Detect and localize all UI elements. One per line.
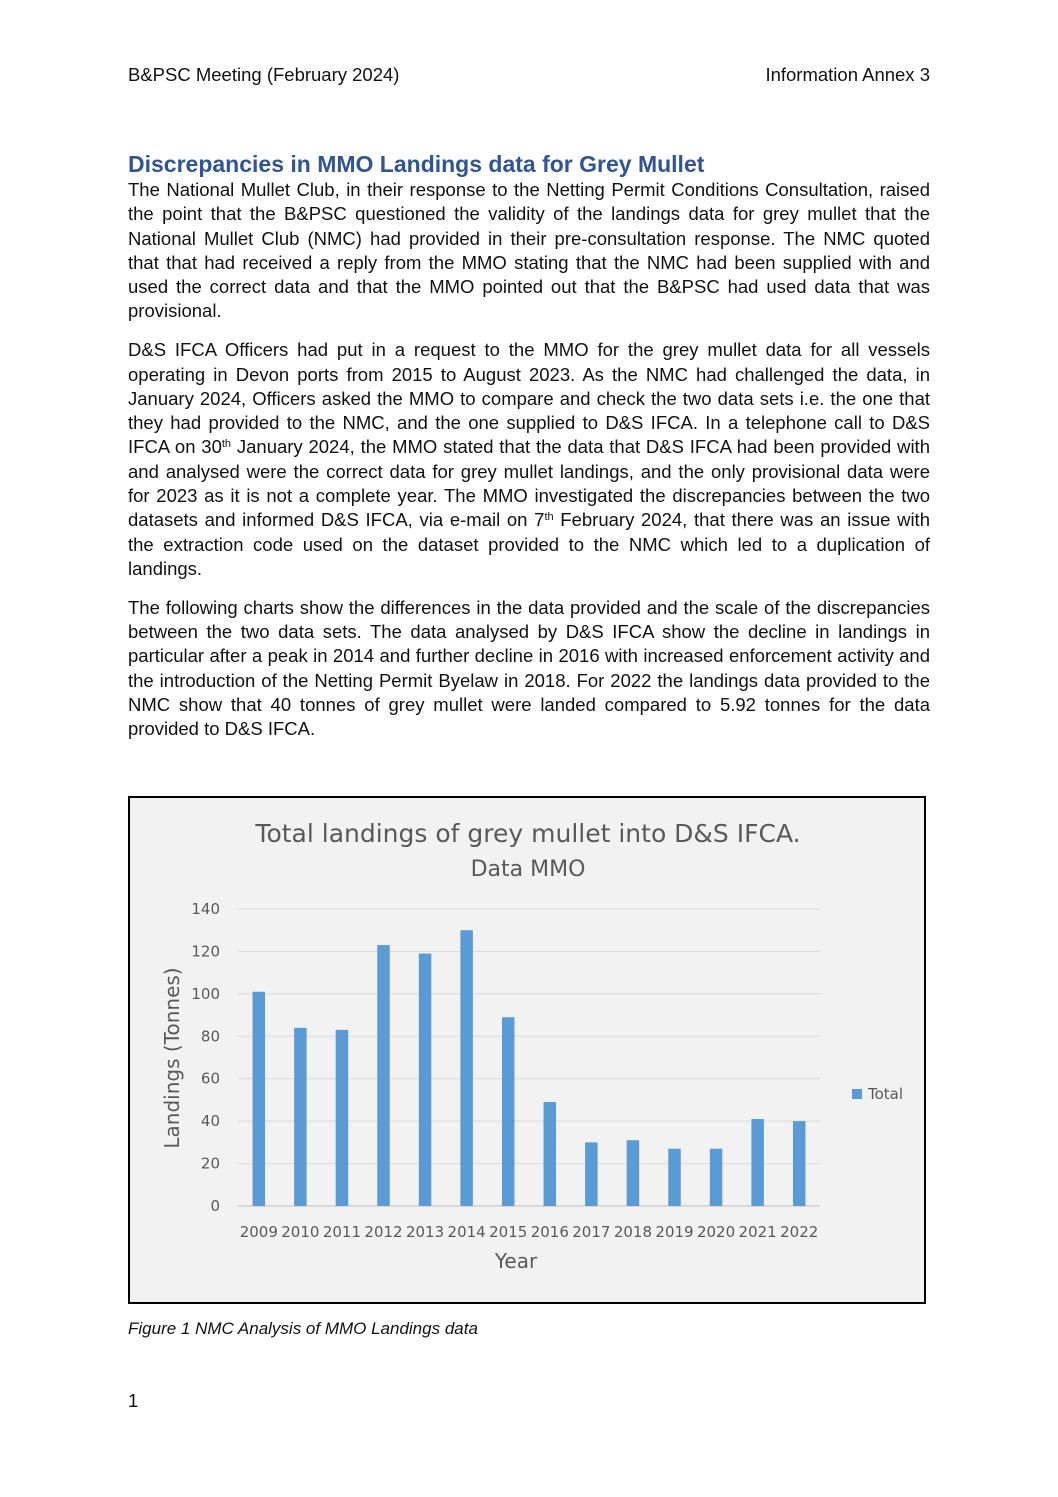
y-tick-label: 40 xyxy=(200,1112,220,1131)
landings-chart xyxy=(128,796,926,1304)
x-tick-label: 2021 xyxy=(738,1223,777,1241)
paragraph-2 xyxy=(128,338,930,581)
x-tick-label: 2015 xyxy=(489,1223,528,1241)
bar-2018 xyxy=(627,1140,640,1206)
legend-label: Total xyxy=(868,1085,904,1103)
gridlines xyxy=(238,909,820,1206)
y-tick-label: 140 xyxy=(191,900,220,918)
x-tick-labels xyxy=(240,1223,819,1241)
page-number: 1 xyxy=(128,1390,139,1411)
bars xyxy=(253,930,806,1206)
x-tick-label: 2009 xyxy=(239,1223,278,1241)
x-tick-label: 2016 xyxy=(530,1223,569,1241)
x-tick-label: 2022 xyxy=(780,1223,819,1241)
legend-swatch xyxy=(852,1089,862,1099)
bar-2015 xyxy=(502,1017,515,1206)
x-tick-label: 2012 xyxy=(364,1223,403,1241)
x-tick-label: 2013 xyxy=(405,1223,445,1241)
bar-2021 xyxy=(751,1119,764,1206)
chart-canvas xyxy=(130,798,924,1302)
document-body xyxy=(128,150,930,756)
paragraph-2-part-b: January 2024, the MMO stated that the data that D&S IFCA had been provided with and analysed were the correct data for grey mullet landings, and the only provisional data were for 2023 as it is not a complete year. The MMO investigated the discrepancies between the two datasets and informed D&S IFCA, via e-mail on 7 xyxy=(128,436,930,531)
bar-2011 xyxy=(336,1030,349,1206)
paragraph-1: The National Mullet Club, in their response to the Netting Permit Conditions Consultation, raised the point that the B&PSC questioned the validity of the landings data for grey mullet that the National Mullet Club (NMC) had provided in their pre-consultation response. The NMC quoted that that had received a reply from the MMO stating that the NMC had been supplied with and used the correct data and that the MMO pointed out that the B&PSC had used data that was provisional. xyxy=(128,179,930,322)
x-tick-label: 2018 xyxy=(613,1223,653,1241)
superscript-th-2: th xyxy=(544,511,554,524)
bar-2010 xyxy=(294,1028,307,1206)
y-tick-label: 20 xyxy=(200,1154,220,1173)
x-tick-label: 2020 xyxy=(696,1223,736,1241)
bar-2017 xyxy=(585,1142,598,1206)
bar-2022 xyxy=(793,1121,806,1206)
x-tick-label: 2019 xyxy=(655,1223,694,1241)
paragraph-2-part-c: February 2024, that there was an issue with the extraction code used on the dataset provided to the NMC which led to a duplication of landings. xyxy=(128,509,930,579)
superscript-th-1: th xyxy=(221,438,232,451)
y-tick-labels xyxy=(191,900,220,1215)
bar-2013 xyxy=(419,954,432,1206)
x-tick-label: 2010 xyxy=(281,1223,320,1241)
y-tick-label: 100 xyxy=(191,984,220,1003)
paragraph-2-part-a: D&S IFCA Officers had put in a request to the MMO for the grey mullet data for all vessels operating in Devon ports from 2015 to August 2023. As the NMC had challenged the data, in January 2024, Officers asked the MMO to compare and check the two data sets i.e. the one that they had provided to the NMC, and the one supplied to D&S IFCA. In a telephone call to D&S IFCA on 30 xyxy=(128,339,930,458)
chart-title-line-1: Total landings of grey mullet into D&S IFCA. xyxy=(255,819,801,848)
bar-2020 xyxy=(710,1149,723,1206)
bar-2016 xyxy=(544,1102,557,1206)
paragraph-3: The following charts show the differences in the data provided and the scale of the discrepancies between the two data sets. The data analysed by D&S IFCA show the decline in landings in particular after a peak in 2014 and further decline in 2016 with increased enforcement activity and the introduction of the Netting Permit Byelaw in 2018. For 2022 the landings data provided to the NMC show that 40 tonnes of grey mullet were landed compared to 5.92 tonnes for the data provided to D&S IFCA. xyxy=(128,596,930,740)
bar-2012 xyxy=(377,945,390,1206)
bar-2009 xyxy=(253,992,266,1206)
figure-caption: Figure 1 NMC Analysis of MMO Landings data xyxy=(128,1319,478,1338)
section-title: Discrepancies in MMO Landings data for Grey Mullet xyxy=(128,151,705,177)
y-tick-label: 120 xyxy=(191,942,220,961)
y-tick-label: 0 xyxy=(210,1197,220,1215)
x-tick-label: 2017 xyxy=(572,1223,611,1241)
bar-2014 xyxy=(460,930,473,1206)
x-tick-label: 2011 xyxy=(322,1223,362,1241)
y-axis-label: Landings (Tonnes) xyxy=(160,967,184,1149)
x-tick-label: 2014 xyxy=(447,1223,486,1241)
y-tick-label: 80 xyxy=(200,1027,220,1046)
bar-2019 xyxy=(668,1149,681,1206)
x-axis-label: Year xyxy=(494,1249,538,1273)
header-right: Information Annex 3 xyxy=(765,64,930,85)
chart-title-line-2: Data MMO xyxy=(470,857,586,882)
y-tick-label: 60 xyxy=(200,1069,220,1088)
header-left: B&PSC Meeting (February 2024) xyxy=(128,64,400,85)
